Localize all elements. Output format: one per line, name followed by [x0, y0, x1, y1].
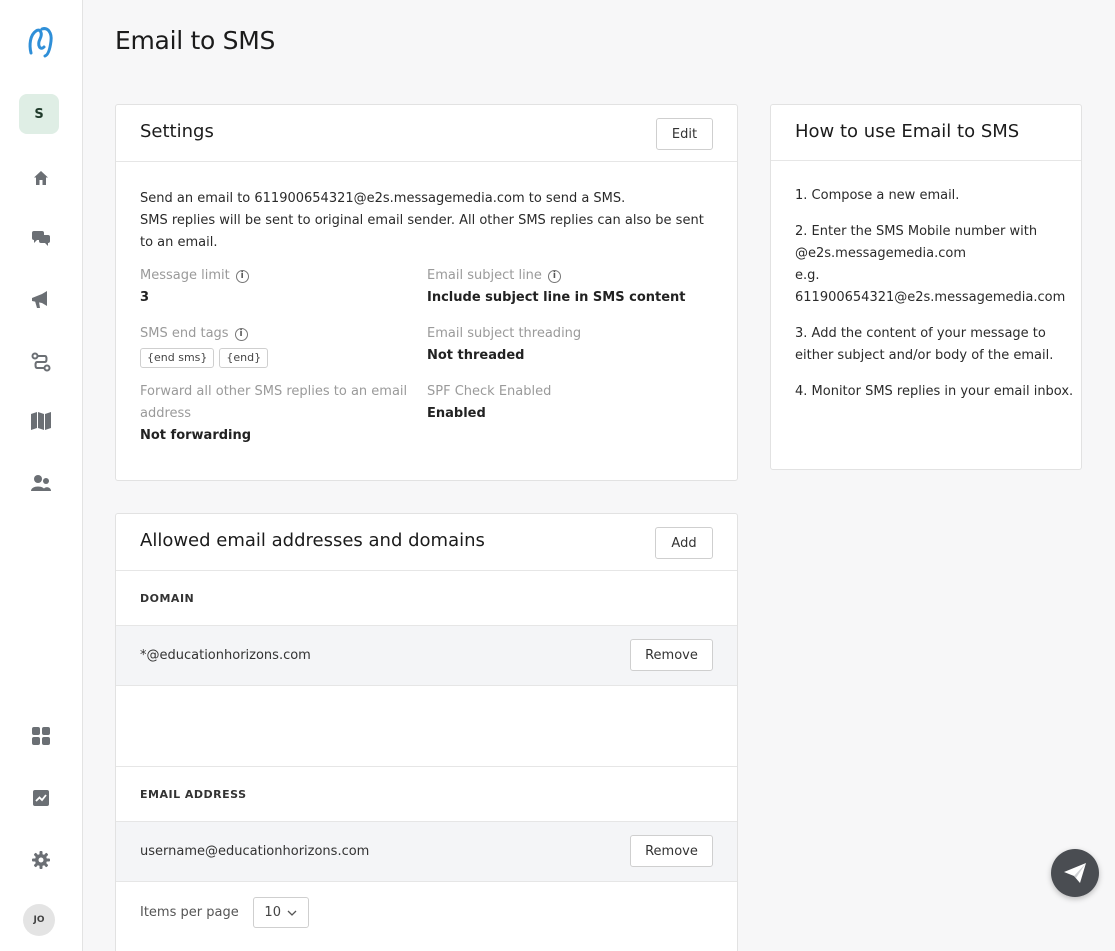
workflow-icon[interactable] [0, 350, 82, 374]
domain-value: *@educationhorizons.com [140, 648, 311, 663]
allowed-header [116, 514, 737, 571]
allowed-title: Allowed email addresses and domains [140, 530, 485, 551]
settings-card [115, 104, 738, 481]
subject-line-label: Email subject line [427, 268, 542, 283]
domain-spacer [116, 686, 737, 767]
gear-icon[interactable] [0, 848, 82, 872]
settings-title: Settings [140, 121, 214, 142]
spf-field [427, 381, 717, 425]
settings-intro [140, 188, 720, 254]
items-per-page-value: 10 [264, 905, 281, 920]
settings-header [116, 105, 737, 162]
forward-label: Forward all other SMS replies to an email address [140, 384, 408, 421]
workspace-badge[interactable]: S [19, 94, 59, 134]
domain-header: DOMAIN [116, 571, 737, 626]
message-limit-value: 3 [140, 290, 150, 305]
end-tags-label: SMS end tags [140, 326, 229, 341]
info-icon[interactable]: i [236, 270, 249, 283]
howto-title: How to use Email to SMS [795, 121, 1020, 142]
pagination [140, 897, 309, 928]
spf-value: Enabled [427, 406, 486, 421]
howto-step-2 [795, 221, 1075, 309]
howto-card [770, 104, 1082, 470]
page-title: Email to SMS [115, 26, 276, 55]
howto-steps [795, 185, 1075, 417]
chevron-down-icon [287, 910, 297, 916]
apps-grid-icon[interactable] [0, 724, 82, 748]
add-button[interactable]: Add [655, 527, 713, 559]
intro-line-1: Send an email to 611900654321@e2s.messagemedia.com to send a SMS. [140, 191, 626, 206]
sidebar [0, 0, 83, 951]
book-map-icon[interactable] [0, 409, 82, 433]
threading-value: Not threaded [427, 348, 525, 363]
threading-label: Email subject threading [427, 326, 582, 341]
items-per-page-select[interactable] [253, 897, 309, 928]
email-value: username@educationhorizons.com [140, 844, 370, 859]
info-icon[interactable]: i [548, 270, 561, 283]
email-header: EMAIL ADDRESS [116, 767, 737, 822]
send-fab[interactable] [1051, 849, 1099, 897]
howto-step-2-eg: e.g. [795, 268, 820, 283]
logo-icon[interactable] [0, 24, 82, 60]
avatar[interactable]: JO [23, 904, 55, 936]
message-limit-field [140, 265, 410, 309]
threading-field [427, 323, 717, 367]
subject-line-value: Include subject line in SMS content [427, 290, 686, 305]
forward-value: Not forwarding [140, 428, 252, 443]
message-limit-label: Message limit [140, 268, 230, 283]
intro-line-2: SMS replies will be sent to original email sender. All other SMS replies can also be sent to an email. [140, 213, 704, 250]
howto-step-4: 4. Monitor SMS replies in your email inbox. [795, 384, 1074, 399]
allowed-card [115, 513, 738, 951]
subject-line-field [427, 265, 717, 309]
remove-email-button[interactable]: Remove [630, 835, 713, 867]
megaphone-icon[interactable] [0, 288, 82, 312]
chart-icon[interactable] [0, 786, 82, 810]
howto-step-2-text: 2. Enter the SMS Mobile number with @e2s.messagemedia.com [795, 224, 1038, 261]
home-icon[interactable] [0, 166, 82, 190]
howto-header [771, 105, 1081, 161]
forward-field [140, 381, 415, 447]
items-per-page-label: Items per page [140, 905, 239, 920]
chat-icon[interactable] [0, 226, 82, 250]
spf-label: SPF Check Enabled [427, 384, 552, 399]
paper-plane-icon [1063, 862, 1087, 884]
remove-domain-button[interactable]: Remove [630, 639, 713, 671]
end-tag: {end} [219, 348, 268, 368]
contacts-icon[interactable] [0, 471, 82, 495]
table-row [116, 822, 737, 882]
end-tags-field [140, 323, 410, 369]
edit-button[interactable]: Edit [656, 118, 713, 150]
howto-step-3: 3. Add the content of your message to either subject and/or body of the email. [795, 326, 1054, 363]
end-tag: {end sms} [140, 348, 214, 368]
table-row [116, 626, 737, 686]
info-icon[interactable]: i [235, 328, 248, 341]
howto-step-1: 1. Compose a new email. [795, 188, 960, 203]
howto-step-2-example: 611900654321@e2s.messagemedia.com [795, 290, 1066, 305]
